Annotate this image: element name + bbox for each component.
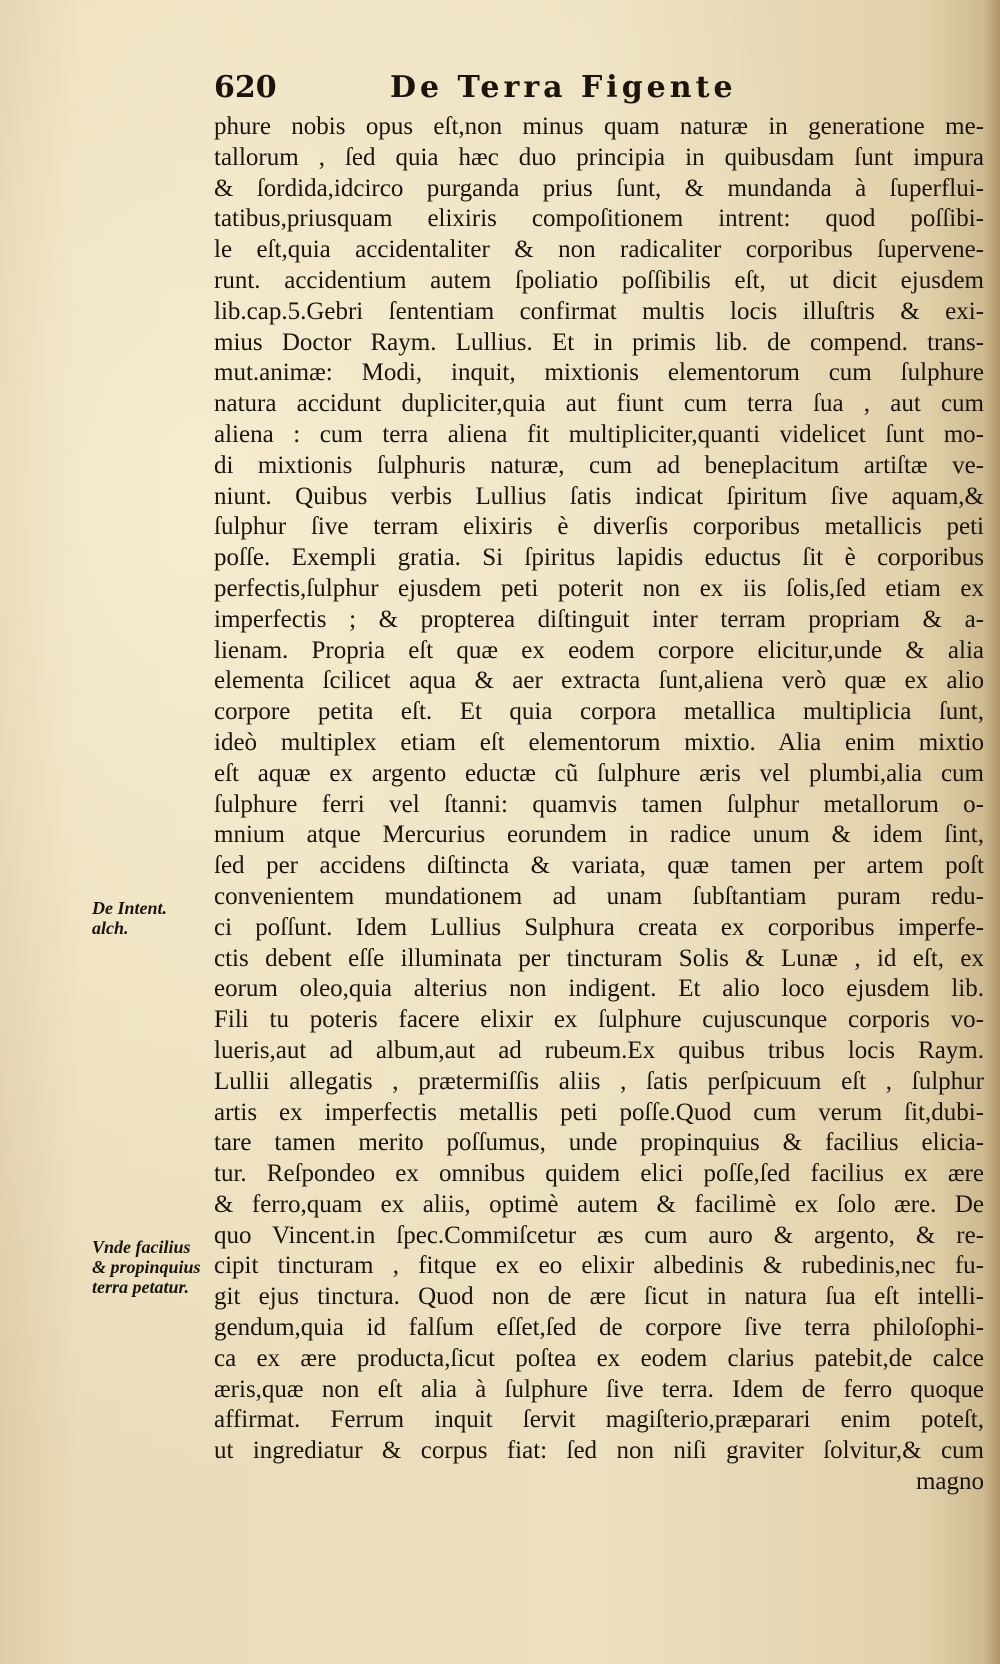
text-line: lueris,aut ad album,aut ad rubeum.Ex quibus tribus locis Raym. [214, 1036, 984, 1064]
page-edge-shadow [984, 0, 1000, 1664]
text-line: ut ingrediatur & corpus fiat: ſed non niſi graviter ſolvitur,& cum [214, 1437, 984, 1465]
page-header [214, 70, 804, 110]
text-line: perfectis,ſulphur ejusdem peti poterit non ex iis ſolis,ſed etiam ex [214, 574, 984, 602]
running-head: De Terra Figente [390, 70, 737, 105]
margin-note-line: alch. [92, 918, 129, 938]
page-number: 620 [214, 70, 277, 105]
text-line: artis ex imperfectis metallis peti poſſe.Quod cum verum ſit,dubi- [214, 1098, 984, 1126]
text-line: tur. Reſpondeo ex omnibus quidem elici poſſe,ſed facilius ex ære [214, 1160, 984, 1188]
text-line: natura accidunt dupliciter,quia aut fiunt cum terra ſua , aut cum [214, 390, 984, 418]
text-line: gendum,quia id falſum eſſet,ſed de corpore ſive terra philoſophi- [214, 1314, 984, 1342]
text-line: git ejus tinctura. Quod non de ære ſicut in natura ſua eſt intelli- [214, 1283, 984, 1311]
text-line: Lullii allegatis , prætermiſſis aliis , ſatis perſpicuum eſt , ſulphur [214, 1067, 984, 1095]
text-line: ctis debent eſſe illuminata per tincturam Solis & Lunæ , id eſt, ex [214, 944, 984, 972]
margin-note-line: & propinquius [92, 1257, 201, 1277]
text-line: ſulphure ferri vel ſtanni: quamvis tamen ſulphur metallorum o- [214, 790, 984, 818]
text-line: corpore petita eſt. Et quia corpora metallica multiplicia ſunt, [214, 698, 984, 726]
text-line: elementa ſcilicet aqua & aer extracta ſunt,aliena verò quæ ex alio [214, 667, 984, 695]
text-line: di mixtionis ſulphuris naturæ, cum ad beneplacitum artiſtæ ve- [214, 451, 984, 479]
text-line: convenientem mundationem ad unam ſubſtantiam puram redu- [214, 882, 984, 910]
text-line: lib.cap.5.Gebri ſententiam confirmat multis locis illuſtris & exi- [214, 297, 984, 325]
text-line: æris,quæ non eſt alia à ſulphure ſive terra. Idem de ferro quoque [214, 1375, 984, 1403]
text-line: ſed per accidens diſtincta & variata, quæ tamen per artem poſt [214, 852, 984, 880]
text-line: niunt. Quibus verbis Lullius ſatis indicat ſpiritum ſive aquam,& [214, 482, 984, 510]
margin-note-unde-facilius [92, 1237, 201, 1297]
text-line: & ſordida,idcirco purganda prius ſunt, & mundanda à ſuperflui- [214, 174, 984, 202]
body-text [214, 112, 984, 1498]
text-line: mut.animæ: Modi, inquit, mixtionis elementorum cum ſulphure [214, 359, 984, 387]
text-line: ideò multiplex etiam eſt elementorum mixtio. Alia enim mixtio [214, 728, 984, 756]
text-line: mius Doctor Raym. Lullius. Et in primis lib. de compend. trans- [214, 328, 984, 356]
text-line: & ferro,quam ex aliis, optimè autem & facilimè ex ſolo ære. De [214, 1190, 984, 1218]
text-line: tallorum , ſed quia hæc duo principia in quibusdam ſunt impura [214, 143, 984, 171]
text-line: le eſt,quia accidentaliter & non radicaliter corporibus ſupervene- [214, 236, 984, 264]
text-line: aliena : cum terra aliena fit multipliciter,quanti videlicet ſunt mo- [214, 420, 984, 448]
text-line: tatibus,priusquam elixiris compoſitionem intrent: quod poſſibi- [214, 205, 984, 233]
margin-note-line: De Intent. [92, 898, 168, 918]
margin-note-line: terra petatur. [92, 1277, 190, 1297]
text-line: ca ex ære producta,ſicut poſtea ex eodem clarius patebit,de calce [214, 1344, 984, 1372]
text-line: affirmat. Ferrum inquit ſervit magiſterio,præparari enim poteſt, [214, 1406, 984, 1434]
text-line: eſt aquæ ex argento eductæ cũ ſulphure æris vel plumbi,alia cum [214, 759, 984, 787]
text-line: imperfectis ; & propterea diſtinguit inter terram propriam & a- [214, 605, 984, 633]
text-line: lienam. Propria eſt quæ ex eodem corpore elicitur,unde & alia [214, 636, 984, 664]
text-line: eorum oleo,quia alterius non indigent. Et alio loco ejusdem lib. [214, 975, 984, 1003]
text-line: quo Vincent.in ſpec.Commiſcetur æs cum auro & argento, & re- [214, 1221, 984, 1249]
text-line: ſulphur ſive terram elixiris è diverſis corporibus metallicis peti [214, 513, 984, 541]
margin-note-line: Vnde facilius [92, 1237, 191, 1257]
text-line: magno [915, 1468, 984, 1496]
text-line: ci poſſunt. Idem Lullius Sulphura creata ex corporibus imperfe- [214, 913, 984, 941]
text-line: mnium atque Mercurius eorundem in radice unum & idem ſint, [214, 821, 984, 849]
text-line: Fili tu poteris facere elixir ex ſulphure cujuscunque corporis vo- [214, 1006, 984, 1034]
text-line: phure nobis opus eſt,non minus quam naturæ in generatione me- [214, 113, 984, 140]
text-line: poſſe. Exempli gratia. Si ſpiritus lapidis eductus ſit è corporibus [214, 544, 984, 572]
text-line: tare tamen merito poſſumus, unde propinquius & facilius elicia- [214, 1129, 984, 1157]
text-line: runt. accidentium autem ſpoliatio poſſibilis eſt, ut dicit ejusdem [214, 266, 984, 294]
margin-note-de-intent [92, 898, 167, 938]
text-line: cipit tincturam , fitque ex eo elixir albedinis & rubedinis,nec fu- [214, 1252, 984, 1280]
